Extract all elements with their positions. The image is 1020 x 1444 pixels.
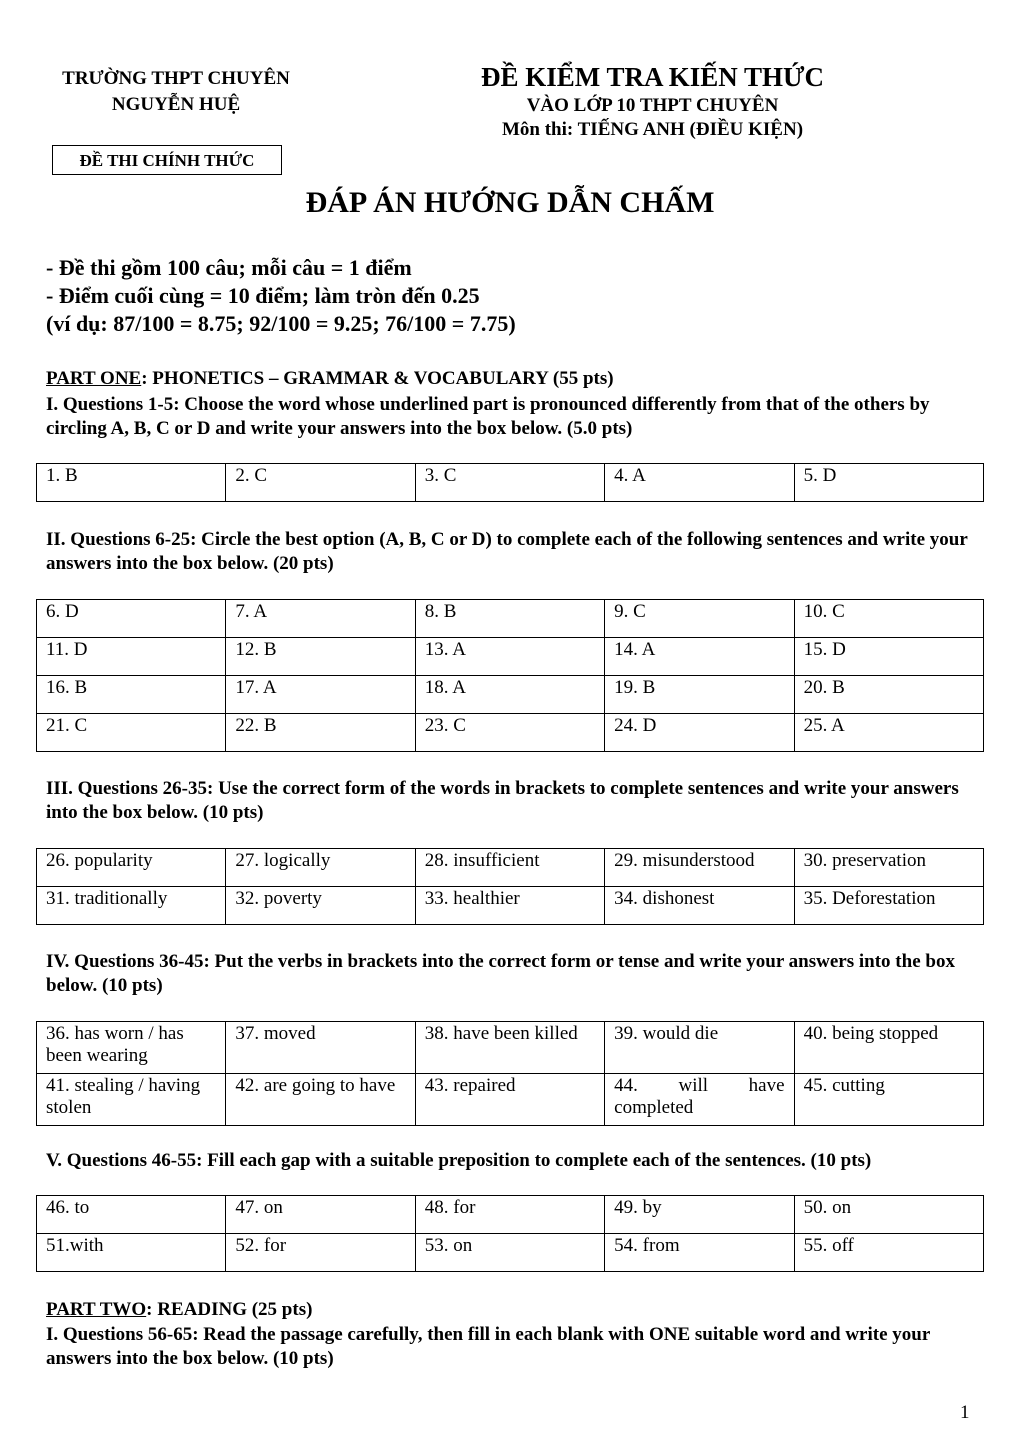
answer-cell: 44. will have completed bbox=[605, 1074, 794, 1126]
answer-cell: 1. B bbox=[37, 464, 226, 502]
note-line: (ví dụ: 87/100 = 8.75; 92/100 = 9.25; 76/100 = 7.75) bbox=[46, 311, 516, 336]
answer-cell: 40. being stopped bbox=[794, 1022, 983, 1074]
answer-cell: 54. from bbox=[605, 1234, 794, 1272]
answer-cell: 23. C bbox=[415, 714, 604, 752]
section-1-answer-table bbox=[36, 463, 984, 502]
answer-cell: 50. on bbox=[794, 1196, 983, 1234]
table-row bbox=[37, 887, 984, 925]
exam-title bbox=[440, 60, 865, 142]
answer-cell: 38. have been killed bbox=[415, 1022, 604, 1074]
table-row bbox=[37, 1074, 984, 1126]
answer-cell: 16. B bbox=[37, 676, 226, 714]
table-row bbox=[37, 464, 984, 502]
scoring-notes bbox=[46, 254, 516, 338]
answer-cell: 28. insufficient bbox=[415, 849, 604, 887]
answer-cell: 15. D bbox=[794, 638, 983, 676]
answer-cell: 31. traditionally bbox=[37, 887, 226, 925]
answer-cell: 13. A bbox=[415, 638, 604, 676]
answer-cell: 20. B bbox=[794, 676, 983, 714]
answer-cell: 36. has worn / has been wearing bbox=[37, 1022, 226, 1074]
answer-cell: 8. B bbox=[415, 600, 604, 638]
answer-cell: 6. D bbox=[37, 600, 226, 638]
answer-cell: 34. dishonest bbox=[605, 887, 794, 925]
answer-cell: 43. repaired bbox=[415, 1074, 604, 1126]
answer-cell: 35. Deforestation bbox=[794, 887, 983, 925]
school-line-1: TRƯỜNG THPT CHUYÊN bbox=[62, 68, 290, 89]
part-one-title: : PHONETICS – GRAMMAR & VOCABULARY (55 pts) bbox=[141, 368, 614, 389]
note-line: - Đề thi gồm 100 câu; mỗi câu = 1 điểm bbox=[46, 255, 412, 280]
answer-cell: 12. B bbox=[226, 638, 415, 676]
section-5-instruction: V. Questions 46-55: Fill each gap with a suitable preposition to complete each of the sentences. (10 pts) bbox=[46, 1150, 872, 1171]
table-row bbox=[37, 676, 984, 714]
answer-cell: 30. preservation bbox=[794, 849, 983, 887]
table-row bbox=[37, 638, 984, 676]
answer-cell: 2. C bbox=[226, 464, 415, 502]
answer-cell: 33. healthier bbox=[415, 887, 604, 925]
answer-cell: 22. B bbox=[226, 714, 415, 752]
answer-cell: 41. stealing / having stolen bbox=[37, 1074, 226, 1126]
answer-cell: 46. to bbox=[37, 1196, 226, 1234]
answer-cell: 48. for bbox=[415, 1196, 604, 1234]
section-2-instruction: II. Questions 6-25: Circle the best option (A, B, C or D) to complete each of the following sentences and write your answers into the box below. (20 pts) bbox=[46, 529, 968, 574]
table-row bbox=[37, 600, 984, 638]
answer-cell: 27. logically bbox=[226, 849, 415, 887]
school-name bbox=[46, 66, 306, 118]
section-1-instruction: I. Questions 1-5: Choose the word whose underlined part is pronounced differently from that of the others by circling A, B, C or D and write your answers into the box below. (5.0 pts) bbox=[46, 394, 930, 439]
answer-cell: 25. A bbox=[794, 714, 983, 752]
answer-cell: 53. on bbox=[415, 1234, 604, 1272]
answer-cell: 11. D bbox=[37, 638, 226, 676]
section-4-answer-table bbox=[36, 1021, 984, 1126]
answer-cell: 24. D bbox=[605, 714, 794, 752]
part-one-heading bbox=[46, 367, 986, 391]
exam-title-line-1: ĐỀ KIỂM TRA KIẾN THỨC bbox=[480, 62, 825, 92]
table-row bbox=[37, 1234, 984, 1272]
answer-cell: 18. A bbox=[415, 676, 604, 714]
part-two-label: PART TWO bbox=[46, 1299, 147, 1320]
answer-cell: 49. by bbox=[605, 1196, 794, 1234]
section-4-instruction: IV. Questions 36-45: Put the verbs in brackets into the correct form or tense and write your answers into the box below. (10 pts) bbox=[46, 951, 955, 996]
section-5-answer-table bbox=[36, 1195, 984, 1272]
table-row bbox=[37, 1196, 984, 1234]
table-row bbox=[37, 849, 984, 887]
answer-cell: 52. for bbox=[226, 1234, 415, 1272]
answer-cell: 55. off bbox=[794, 1234, 983, 1272]
school-line-2: NGUYỄN HUỆ bbox=[111, 94, 241, 115]
part-two-heading bbox=[46, 1298, 986, 1322]
answer-cell: 39. would die bbox=[605, 1022, 794, 1074]
section-3-instruction: III. Questions 26-35: Use the correct form of the words in brackets to complete sentences and write your answers into the box below. (10 pts) bbox=[46, 778, 959, 823]
answer-cell: 42. are going to have bbox=[226, 1074, 415, 1126]
answer-cell: 14. A bbox=[605, 638, 794, 676]
answer-cell: 26. popularity bbox=[37, 849, 226, 887]
answer-cell: 47. on bbox=[226, 1196, 415, 1234]
answer-cell: 5. D bbox=[794, 464, 983, 502]
answer-cell: 37. moved bbox=[226, 1022, 415, 1074]
answer-cell: 29. misunderstood bbox=[605, 849, 794, 887]
section-3-answer-table bbox=[36, 848, 984, 925]
answer-cell: 51.with bbox=[37, 1234, 226, 1272]
note-line: - Điểm cuối cùng = 10 điểm; làm tròn đến 0.25 bbox=[46, 283, 480, 308]
part-one-label: PART ONE bbox=[46, 368, 142, 389]
answer-cell: 4. A bbox=[605, 464, 794, 502]
part-two-instruction: I. Questions 56-65: Read the passage carefully, then fill in each blank with ONE suitable word and write your answers into the box below. (10 pts) bbox=[46, 1324, 930, 1369]
exam-title-line-2: VÀO LỚP 10 THPT CHUYÊN bbox=[526, 95, 779, 116]
answer-cell: 45. cutting bbox=[794, 1074, 983, 1126]
exam-subject: Môn thi: TIẾNG ANH (ĐIỀU KIỆN) bbox=[501, 119, 804, 140]
answer-cell: 17. A bbox=[226, 676, 415, 714]
answer-cell: 21. C bbox=[37, 714, 226, 752]
answer-cell: 7. A bbox=[226, 600, 415, 638]
table-row bbox=[37, 714, 984, 752]
answer-cell: 3. C bbox=[415, 464, 604, 502]
page-title: ĐÁP ÁN HƯỚNG DẪN CHẤM bbox=[305, 186, 715, 219]
part-two-title: : READING (25 pts) bbox=[146, 1299, 313, 1320]
answer-cell: 32. poverty bbox=[226, 887, 415, 925]
page-number: 1 bbox=[960, 1402, 970, 1423]
official-exam-box: ĐỀ THI CHÍNH THỨC bbox=[52, 145, 282, 175]
answer-cell: 19. B bbox=[605, 676, 794, 714]
answer-cell: 9. C bbox=[605, 600, 794, 638]
section-2-answer-table bbox=[36, 599, 984, 752]
answer-cell: 10. C bbox=[794, 600, 983, 638]
table-row bbox=[37, 1022, 984, 1074]
